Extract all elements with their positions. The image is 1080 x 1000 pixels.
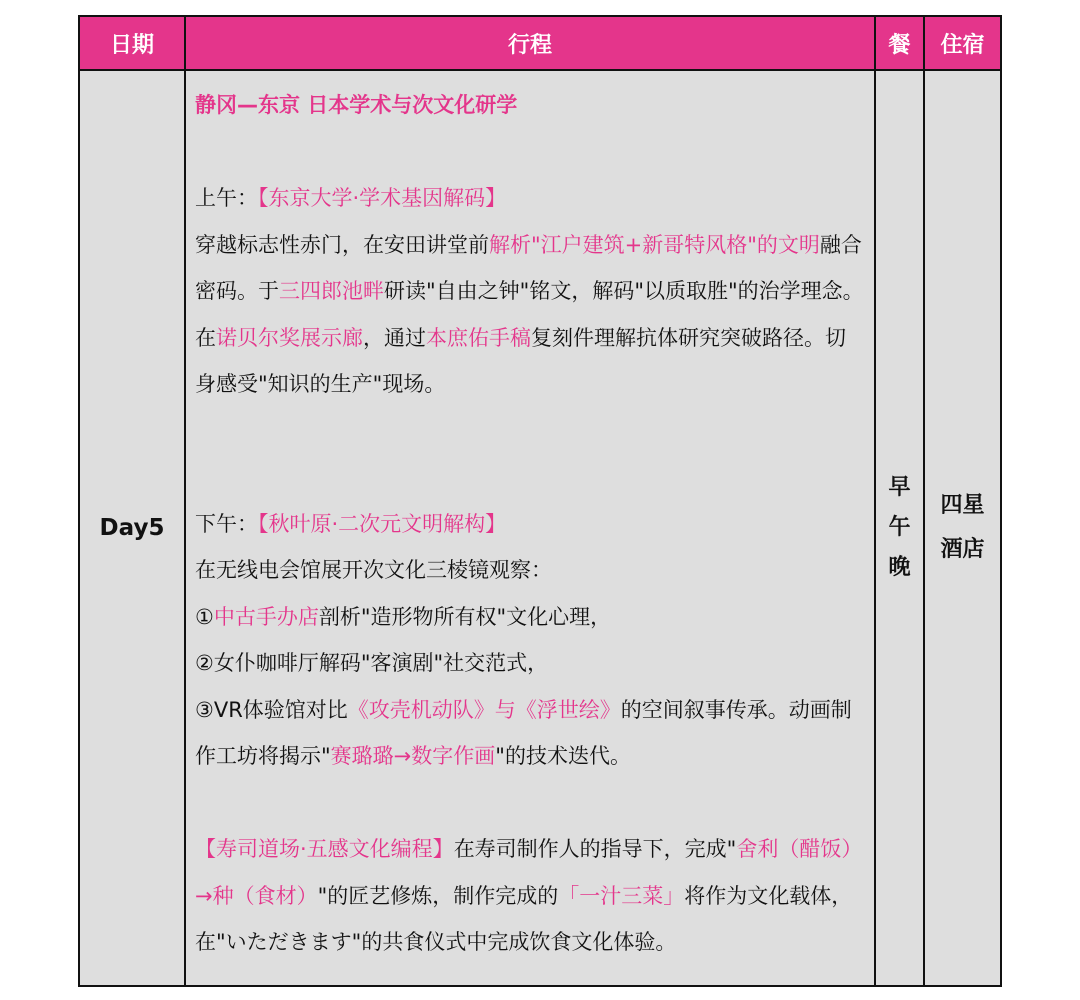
item-3-text-2: 的空间叙事传承。动画制作工坊将揭示" (195, 697, 852, 768)
morning-text-3: 研读"自由之钟"铭文，解码"以质取胜"的治学理念。在 (195, 279, 864, 350)
table-body (79, 70, 1001, 986)
header-meal: 餐 (875, 16, 924, 70)
header-row (79, 16, 1001, 70)
table-header (79, 16, 1001, 70)
lodging-rating: 四星 (940, 493, 985, 518)
item-1-highlight: 中古手办店 (213, 604, 319, 629)
morning-description (195, 222, 866, 408)
afternoon-intro: 在无线电会馆展开次文化三棱镜观察： (195, 558, 552, 582)
item-1-number: ① (195, 604, 214, 629)
afternoon-label: 下午： (195, 511, 258, 536)
morning-highlight-manuscript: 本庶佑手稿 (426, 325, 531, 350)
spacer (195, 408, 866, 455)
morning-section (195, 175, 866, 222)
sushi-highlight-process: 舍利（醋饭）→种（食材） (195, 837, 863, 908)
header-lodging: 住宿 (924, 16, 1001, 70)
spacer (195, 780, 866, 827)
morning-label: 上午： (195, 186, 258, 210)
item-3-highlight-technique: 赛璐璐→数字作画 (330, 744, 496, 768)
sushi-section (195, 826, 866, 966)
day-cell: Day5 (79, 70, 185, 986)
itinerary-table (78, 15, 1002, 987)
afternoon-item-1 (195, 594, 866, 641)
meal-dinner: 晚 (888, 555, 911, 580)
item-3-text-1: ③VR体验馆对比 (195, 697, 348, 722)
meal-breakfast: 早 (888, 475, 911, 500)
table-row (79, 70, 1001, 986)
item-1-text: 剖析"造形物所有权"文化心理， (318, 604, 612, 629)
afternoon-theme: 【秋叶原·二次元文明解构】 (258, 511, 507, 536)
afternoon-item-2: ②女仆咖啡厅解码"客演剧"社交范式， (195, 651, 549, 675)
lodging-cell (924, 70, 1001, 986)
morning-text-5: 复刻件理解抗体研究突破路径。切身感受"知识的生产"现场。 (195, 325, 846, 396)
meal-lunch: 午 (888, 515, 911, 540)
afternoon-item-3 (195, 687, 866, 780)
morning-theme: 【东京大学·学术基因解码】 (258, 186, 507, 210)
morning-text-4: ，通过 (363, 325, 426, 350)
lodging-type: 酒店 (940, 537, 985, 562)
itinerary-cell (185, 70, 875, 986)
morning-highlight-architecture: 解析"江户建筑+新哥特风格"的文明 (489, 232, 820, 257)
sushi-text-2: "的匠艺修炼，制作完成的 (317, 883, 559, 908)
sushi-theme: 【寿司道场·五感文化编程】 (195, 837, 454, 861)
header-itinerary: 行程 (185, 16, 875, 70)
spacer (195, 454, 866, 501)
meal-cell (875, 70, 924, 986)
morning-highlight-nobel-gallery: 诺贝尔奖展示廊 (216, 325, 363, 350)
spacer (195, 129, 866, 176)
morning-text-1: 穿越标志性赤门，在安田讲堂前 (195, 232, 489, 257)
sushi-text-3: 将作为文化载体，在"いただきます"的共食仪式中完成饮食文化体验。 (195, 883, 853, 954)
morning-highlight-pond: 三四郎池畔 (279, 279, 384, 303)
day-title: 静冈—东京 日本学术与次文化研学 (195, 93, 518, 117)
afternoon-section (195, 501, 866, 548)
header-date: 日期 (79, 16, 185, 70)
morning-text-2: 融合密码。于 (195, 232, 862, 303)
sushi-text-1: 在寿司制作人的指导下，完成" (453, 837, 737, 861)
item-3-highlight-works: 《攻壳机动队》与《浮世绘》 (347, 697, 621, 722)
sushi-highlight-meal: 「一汁三菜」 (558, 883, 685, 908)
item-3-text-3: "的技术迭代。 (495, 744, 631, 768)
